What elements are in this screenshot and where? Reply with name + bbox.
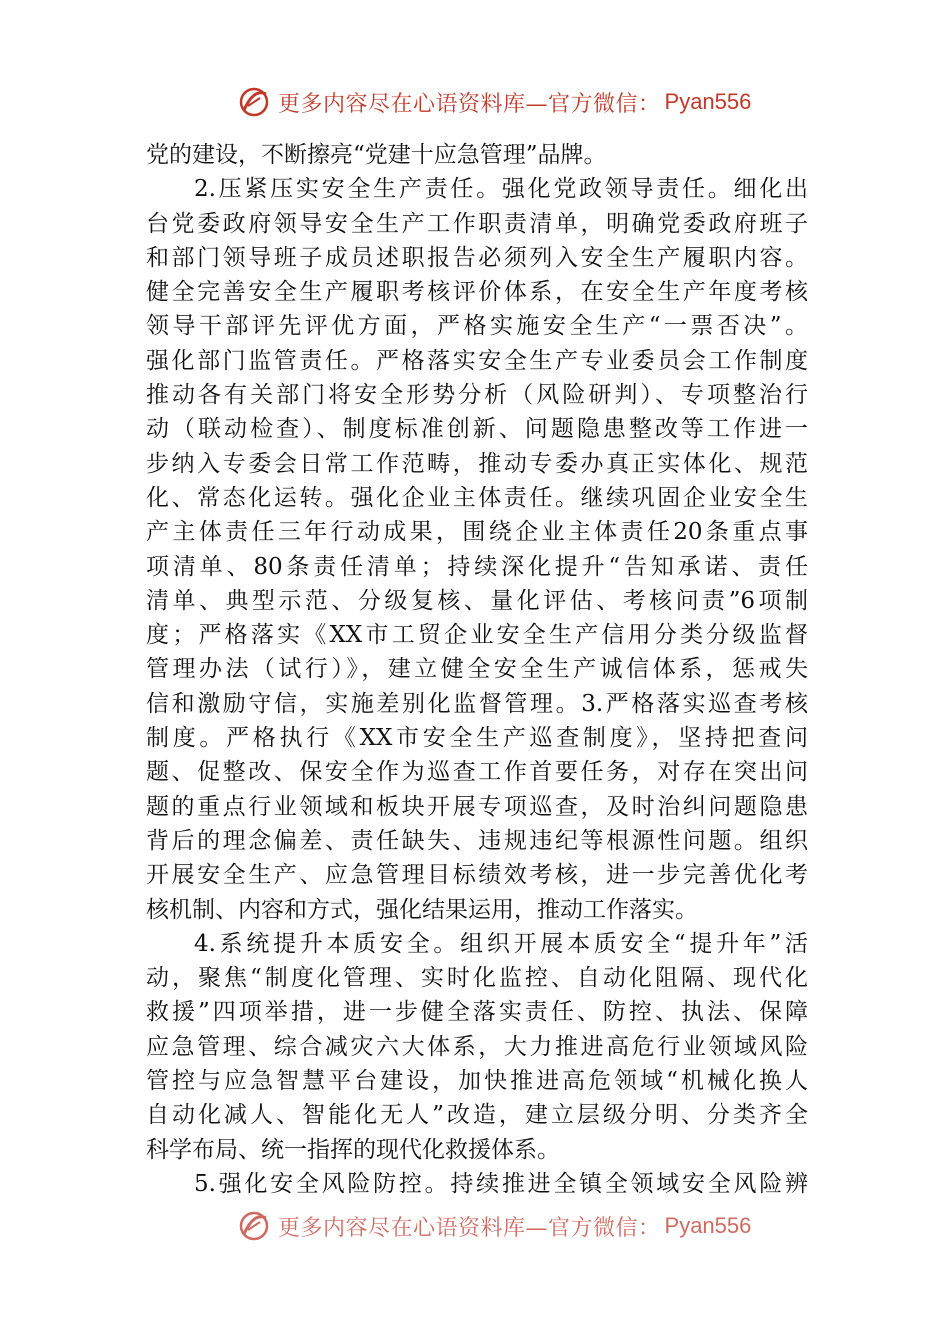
text-line: 信和激励守信，实施差别化监督管理。3.严格落实巡查考核: [146, 690, 808, 717]
text-line: 科学布局、统一指挥的现代化救援体系。: [146, 1136, 560, 1163]
text-line: 产主体责任三年行动成果，围绕企业主体责任20条重点事: [146, 519, 808, 546]
text-line: 动（联动检查）、制度标准创新、问题隐患整改等工作进一: [146, 416, 808, 443]
text-line: 应急管理、综合减灾六大体系，大力推进高危行业领域风险: [146, 1033, 808, 1060]
footer-watermark-text: 更多内容尽在心语资料库—官方微信：: [278, 1215, 661, 1241]
text-line: 2.压紧压实安全生产责任。强化党政领导责任。细化出: [194, 176, 808, 203]
text-line: 题、促整改、保安全作为巡查工作首要任务，对存在突出问: [146, 759, 808, 786]
text-line: 和部门领导班子成员述职报告必须列入安全生产履职内容。: [146, 244, 808, 271]
text-line: 救援”四项举措，进一步健全落实责任、防控、执法、保障: [146, 999, 808, 1026]
text-line: 领导干部评先评优方面，严格实施安全生产“一票否决”。: [146, 313, 808, 340]
text-line: 开展安全生产、应急管理目标绩效考核，进一步完善优化考: [146, 862, 808, 889]
text-line: 化、常态化运转。强化企业主体责任。继续巩固企业安全生: [146, 484, 808, 511]
text-line: 党的建设，不断擦亮“党建十应急管理”品牌。: [146, 142, 607, 168]
text-line: 步纳入专委会日常工作范畴，推动专委办真正实体化、规范: [146, 450, 808, 477]
text-line: 题的重点行业领域和板块开展专项巡查，及时治纠问题隐患: [146, 793, 808, 820]
header-watermark: [236, 84, 751, 120]
text-line: 自动化减人、智能化无人”改造，建立层级分明、分类齐全: [146, 1102, 808, 1129]
footer-watermark-handle: Pyan556: [664, 1213, 752, 1238]
text-line: 背后的理念偏差、责任缺失、违规违纪等根源性问题。组织: [146, 827, 808, 854]
text-line: 制度。严格执行《XX市安全生产巡查制度》，坚持把查问: [146, 725, 808, 752]
text-line: 台党委政府领导安全生产工作职责清单，明确党委政府班子: [146, 210, 808, 237]
text-line: 度；严格落实《XX市工贸企业安全生产信用分类分级监督: [146, 622, 808, 649]
text-line: 4.系统提升本质安全。组织开展本质安全“提升年”活: [194, 930, 808, 957]
footer-watermark: [236, 1208, 751, 1244]
header-watermark-handle: Pyan556: [664, 89, 752, 114]
text-line: 推动各有关部门将安全形势分析（风险研判）、专项整治行: [146, 382, 808, 409]
logo-icon: [236, 1208, 272, 1244]
header-watermark-text: 更多内容尽在心语资料库—官方微信：: [278, 91, 661, 117]
text-line: 管控与应急智慧平台建设，加快推进高危领域“机械化换人: [146, 1068, 808, 1095]
text-line: 5.强化安全风险防控。持续推进全镇全领域安全风险辨: [194, 1170, 808, 1197]
text-line: 项清单、80条责任清单；持续深化提升“告知承诺、责任: [146, 553, 808, 580]
text-line: 动，聚焦“制度化管理、实时化监控、自动化阻隔、现代化: [146, 965, 808, 992]
text-line: 核机制、内容和方式，强化结果运用，推动工作落实。: [146, 896, 698, 923]
text-line: 强化部门监管责任。严格落实安全生产专业委员会工作制度: [146, 347, 808, 374]
text-line: 清单、典型示范、分级复核、量化评估、考核问责”6项制: [146, 587, 808, 614]
text-line: 管理办法（试行）》，建立健全安全生产诚信体系，惩戒失: [146, 656, 808, 683]
body-text: [146, 138, 808, 1201]
logo-icon: [236, 84, 272, 120]
text-line: 健全完善安全生产履职考核评价体系，在安全生产年度考核: [146, 279, 808, 306]
